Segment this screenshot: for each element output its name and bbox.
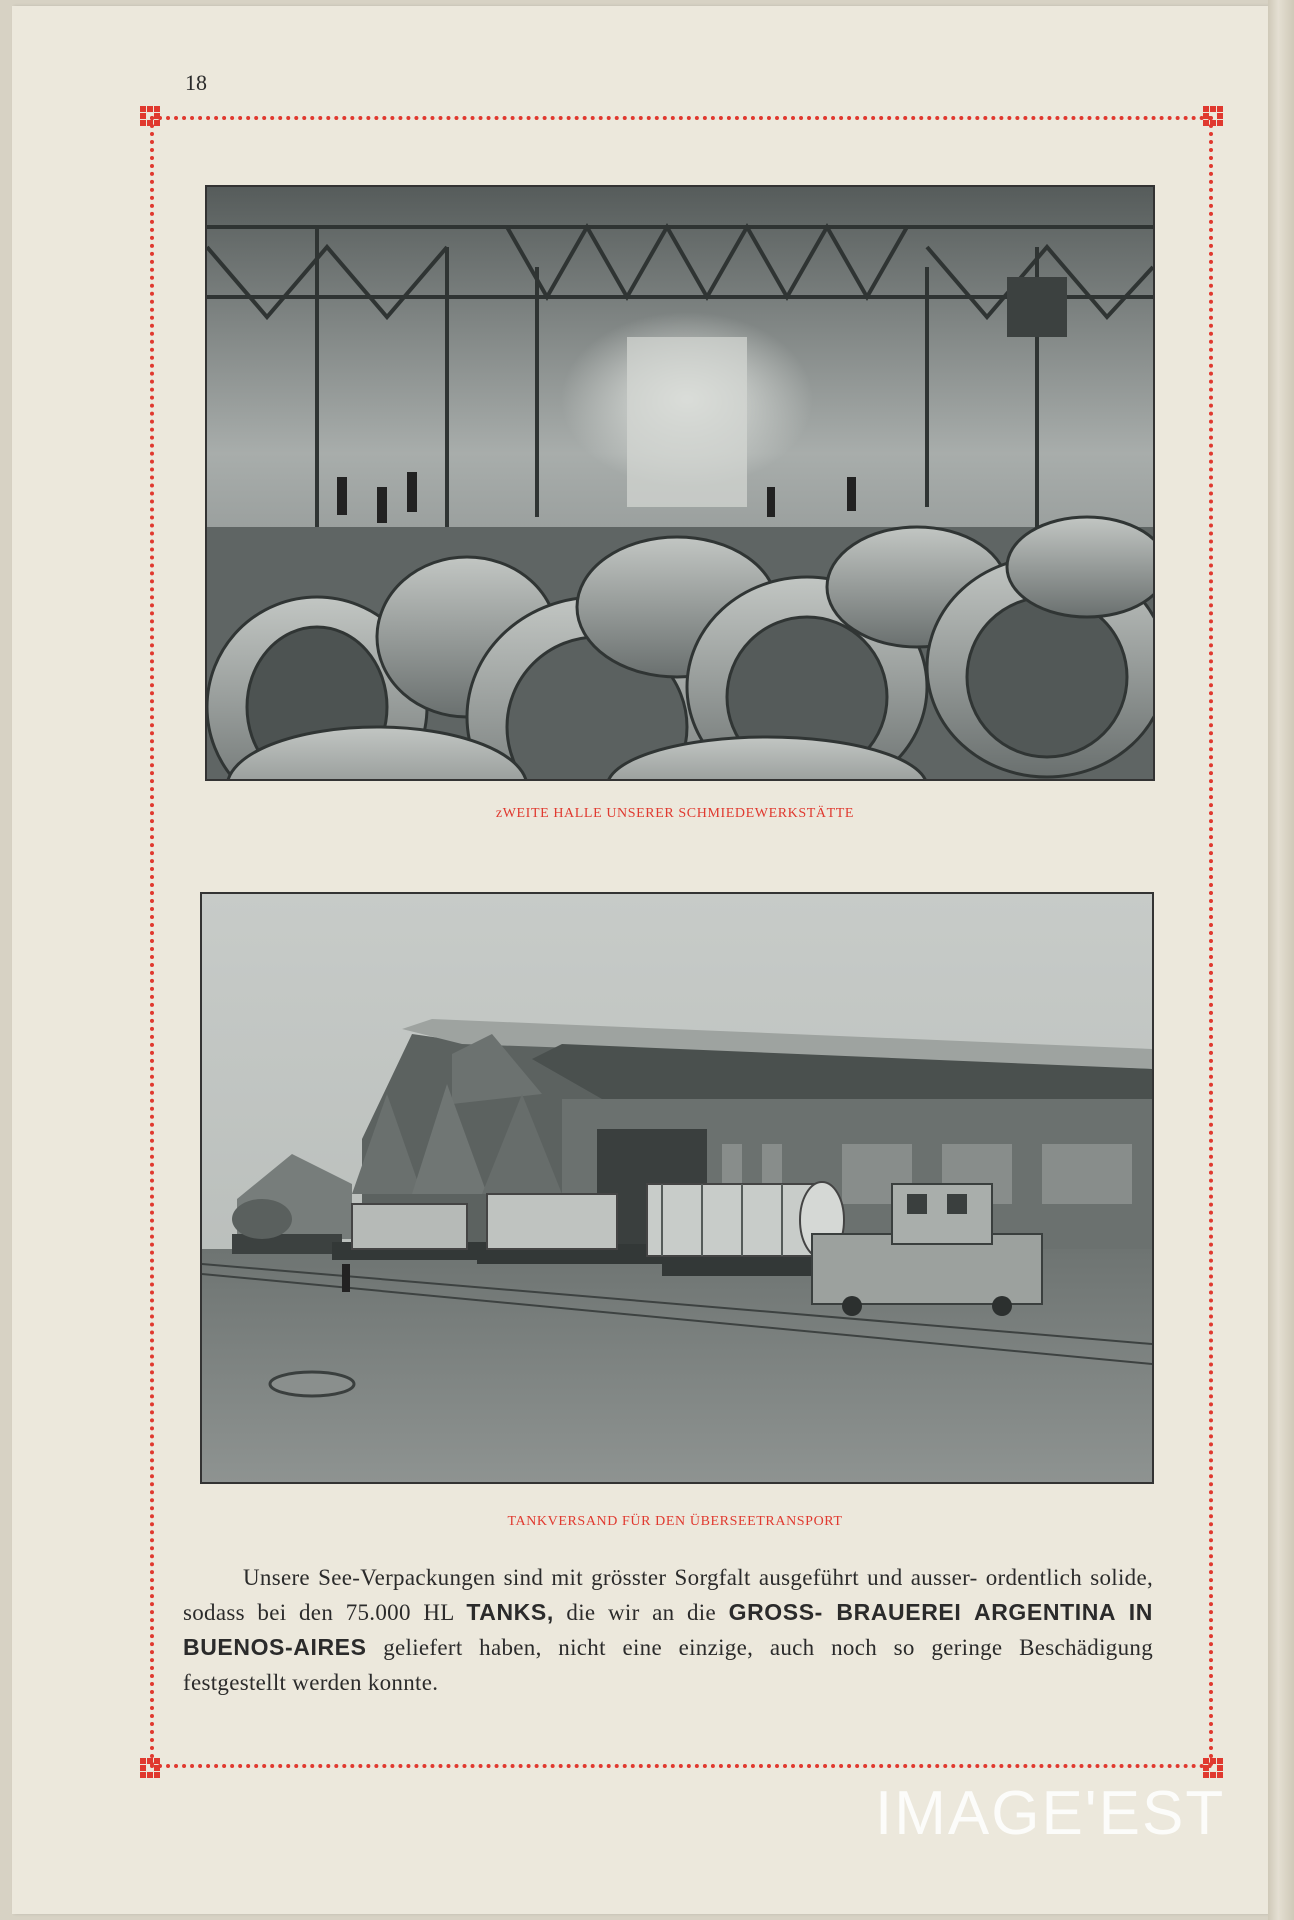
photo-caption: TANKVERSAND FÜR DEN ÜBERSEETRANSPORT [507, 1514, 843, 1529]
frame-corner-ornament [1203, 1758, 1223, 1778]
forge-hall-photo [205, 185, 1155, 781]
tank-shipment-photo [200, 892, 1154, 1484]
watermark: IMAGE'EST [875, 1779, 1226, 1848]
bold-term: GROSS- BRAUEREI ARGENTINA IN BUENOS-AIRES [183, 1599, 1153, 1660]
body-paragraph [183, 1560, 1153, 1700]
binding-edge [1268, 0, 1294, 1920]
frame-corner-ornament [1203, 106, 1223, 126]
frame-corner-ornament [140, 106, 160, 126]
bold-term: TANKS, [466, 1599, 554, 1625]
photo-caption: zWEITE HALLE UNSERER SCHMIEDEWERKSTÄTTE [495, 806, 855, 821]
body-text: geliefert haben, nicht eine einzige, auch noch so geringe Beschädigung festgestellt werden konnte. [183, 1635, 1153, 1695]
page-number: 18 [185, 70, 207, 95]
body-text: die wir an die [553, 1600, 729, 1625]
body-text: Unsere See-Verpackungen sind mit grösster Sorgfalt ausgeführt und ausser- ordentlich solide, sodass bei den 75.000 HL [183, 1565, 1153, 1625]
frame-corner-ornament [140, 1758, 160, 1778]
